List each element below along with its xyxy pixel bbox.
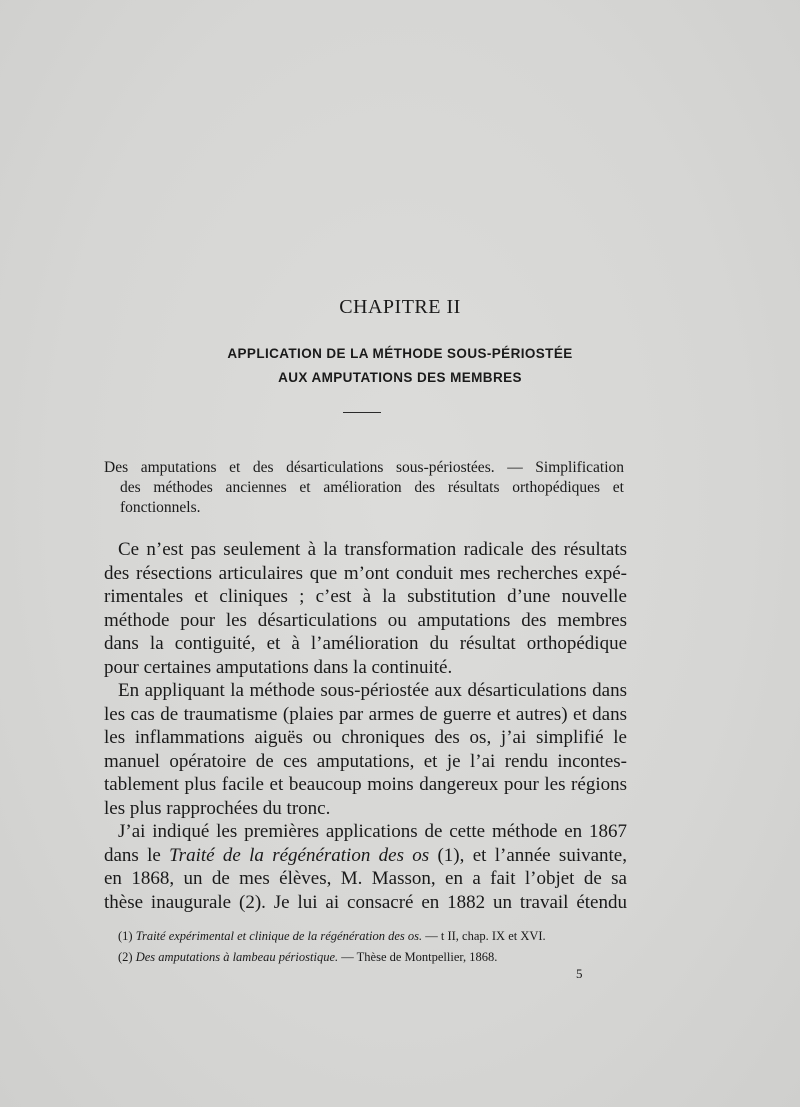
- footnote-title: Des amputations à lambeau périostique.: [135, 950, 339, 964]
- body-text: [104, 538, 627, 914]
- footnote-2: [118, 947, 638, 968]
- title-divider: [343, 412, 381, 413]
- paragraph-1-line: Ce n’est pas seulement à la transformation radicale des résultats: [118, 539, 627, 560]
- summary-line: fonctionnels.: [120, 499, 201, 516]
- footnotes: [118, 926, 638, 968]
- chapter-heading: CHAPITRE II: [339, 296, 461, 318]
- footnote-number: (2): [118, 950, 136, 964]
- paragraph-1-line: dans la contiguité, et à l’amélioration du résultat orthopédique: [104, 633, 627, 654]
- paragraph-3-line: J’ai indiqué les premières applications de cette méthode en 1867: [118, 821, 627, 842]
- text-segment: dans le: [104, 844, 170, 866]
- paragraph-1-line: des résections articulaires que m’ont conduit mes recherches expé-: [104, 562, 627, 584]
- paragraph-3-line: [104, 844, 627, 868]
- text-segment: (1), et l’année suivante,: [429, 844, 627, 866]
- footnote-reference: — t II, chap. IX et XVI.: [422, 929, 546, 943]
- footnote-reference: — Thèse de Montpellier, 1868.: [338, 950, 498, 964]
- paragraph-1-line: méthode pour les désarticulations ou amputations des membres: [104, 609, 627, 631]
- paragraph-3-line: thèse inaugurale (2). Je lui ai consacré en 1882 un travail étendu: [104, 891, 627, 913]
- chapter-title-line-2: AUX AMPUTATIONS DES MEMBRES: [278, 370, 522, 385]
- chapter-title-line-1: APPLICATION DE LA MÉTHODE SOUS-PÉRIOSTÉE: [227, 346, 573, 361]
- cited-work-title: Traité de la régénération des os: [169, 844, 430, 866]
- paragraph-1-line: pour certaines amputations dans la continuité.: [104, 656, 453, 678]
- paragraph-2-line: tablement plus facile et beaucoup moins dangereux pour les régions: [104, 774, 627, 795]
- footnote-title: Traité expérimental et clinique de la régénération des os.: [135, 929, 423, 943]
- summary-line: des méthodes anciennes et amélioration des résultats orthopédiques et: [120, 479, 624, 496]
- footnote-1: [118, 926, 638, 947]
- paragraph-1-line: rimentales et cliniques ; c’est à la substitution d’une nouvelle: [104, 586, 627, 607]
- paragraph-2-line: manuel opératoire de ces amputations, et je l’ai rendu incontes-: [104, 750, 627, 772]
- footnote-number: (1): [118, 929, 136, 943]
- paragraph-3-line: en 1868, un de mes élèves, M. Masson, en a fait l’objet de sa: [104, 868, 627, 889]
- paragraph-2-line: les plus rapprochées du tronc.: [104, 797, 331, 819]
- page-number: 5: [576, 966, 583, 981]
- paragraph-2-line: les cas de traumatisme (plaies par armes de guerre et autres) et dans: [104, 703, 627, 725]
- chapter-summary: [104, 458, 624, 518]
- paragraph-2-line: En appliquant la méthode sous-périostée aux désarticulations dans: [118, 680, 627, 701]
- summary-line: Des amputations et des désarticulations sous-périostées. — Simplification: [104, 459, 624, 476]
- paragraph-2-line: les inflammations aiguës ou chroniques des os, j’ai simplifié le: [104, 727, 627, 748]
